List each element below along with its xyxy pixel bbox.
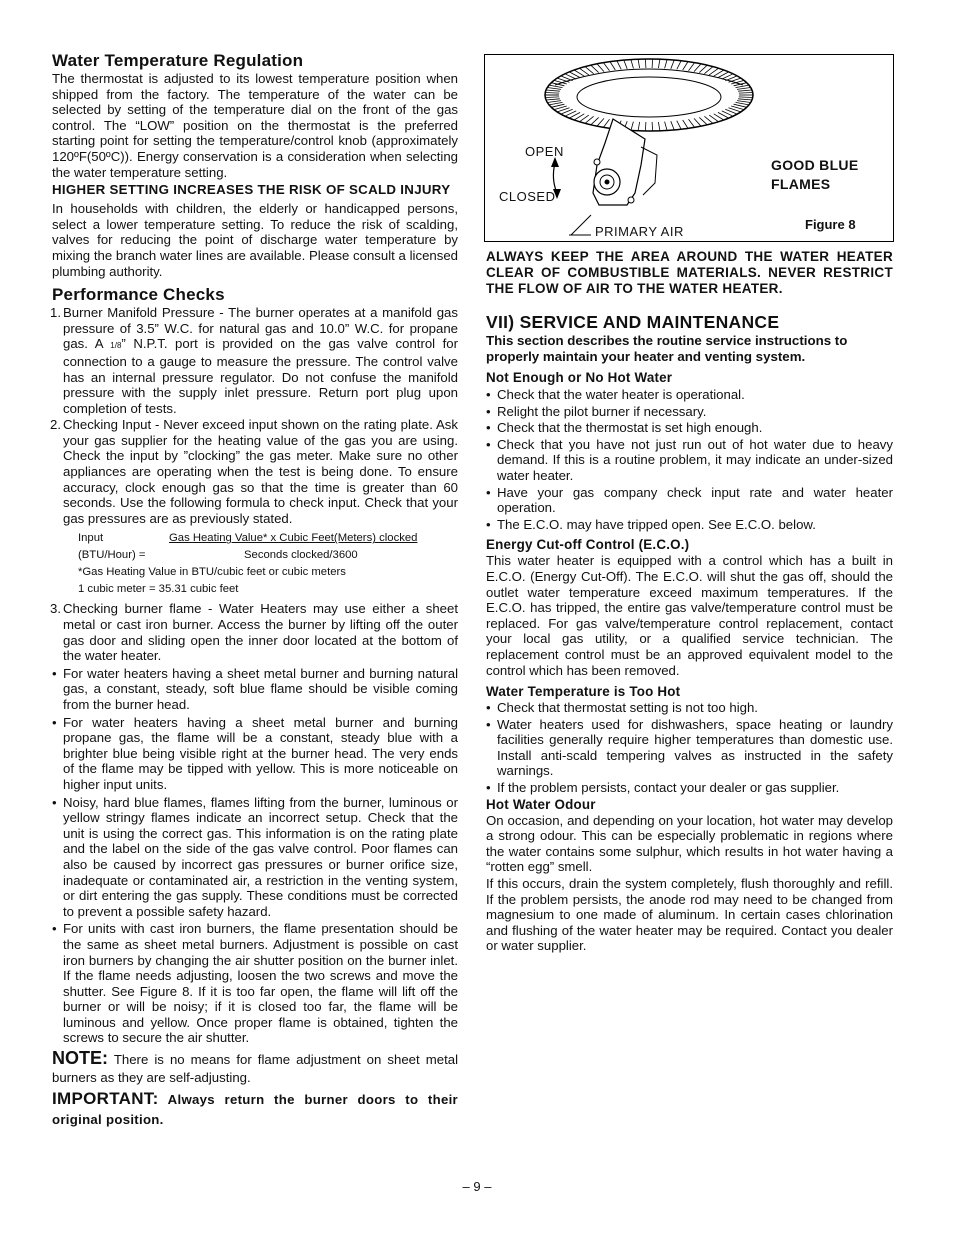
fraction: 1/8 [110, 341, 122, 351]
list-item: • Check that the thermostat is set high enough. [486, 420, 893, 436]
left-column [52, 50, 458, 1130]
list-item: 3. Checking burner flame - Water Heaters may use either a sheet metal or cast iron burner. Access the burner by lifting off the outer gas door and sliding open the inner door located at the bottom of the water heater. [50, 601, 458, 664]
list-item: 1. Burner Manifold Pressure - The burner operates at a manifold gas pressure of 3.5” W.C. for natural gas and 10.0” W.C. for propane gas. A 1/8” N.P.T. port is provided on the gas valve control for connection to a gauge to measure the pressure. The control valve has an internal pressure regulator. Do not confuse the manifold pressure with the supply inlet pressure. Return port plug upon completion of tests. [50, 305, 458, 416]
primary-air-label: PRIMARY AIR [595, 224, 684, 239]
flames-label: FLAMES [771, 176, 831, 192]
list-item: • For water heaters having a sheet metal burner and burning natural gas, a constant, steady, soft blue flame should be visible coming from the burner head. [52, 666, 458, 713]
households-paragraph: In households with children, the elderly or handicapped persons, select a lower temperature setting. To reduce the risk of scalding, valves for reducing the point of discharge water temperature by mixing the branch water lines are available. Please consult a licensed plumbing authority. [52, 201, 458, 279]
performance-heading: Performance Checks [52, 285, 225, 305]
important-label: IMPORTANT: [52, 1089, 159, 1109]
odour-paragraph-1: On occasion, and depending on your location, hot water may develop a strong odour. This can be especially problematic in regions where the water contains some sulphur, which results in hot water having a “rotten egg” smell. [486, 812, 893, 875]
important: IMPORTANT: Always return the burner doors to their original position. [52, 1089, 458, 1128]
list-item: • Have your gas company check input rate and water heater operation. [486, 485, 893, 516]
list-item: • Water heaters used for dishwashers, space heating or laundry facilities generally require higher temperatures than domestic use. Install anti-scald tempering valves as instructed in the safety warnings. [486, 717, 893, 779]
too-hot-list [486, 700, 893, 796]
open-label: OPEN [525, 144, 564, 159]
no-hot-water-heading: Not Enough or No Hot Water [486, 370, 673, 385]
combustible-warning: ALWAYS KEEP THE AREA AROUND THE WATER HEATER CLEAR OF COMBUSTIBLE MATERIALS. NEVER RESTRICT THE FLOW OF AIR TO THE WATER HEATER. [486, 249, 893, 296]
performance-list [52, 305, 458, 526]
list-item: • If the problem persists, contact your dealer or gas supplier. [486, 780, 893, 796]
list-item: • Check that thermostat setting is not too high. [486, 700, 893, 716]
closed-label: CLOSED [499, 189, 556, 204]
list-item: • Noisy, hard blue flames, flames lifting from the burner, luminous or yellow stringy flames indicate an incorrect setup. Check that the unit is using the correct gas. This information is on the rating plate and the label on the side of the gas valve control. Poor flames can also be caused by incorrect gas pressures or burner orifice size, inadequate or contaminated air, a restriction in the venting system, or dirt entering the gas supply. These conditions must be corrected to prevent a possible safety hazard. [52, 795, 458, 920]
scald-warning: HIGHER SETTING INCREASES THE RISK OF SCALD INJURY [52, 182, 451, 198]
list-item: • Check that you have not just run out of hot water due to heavy demand. If this is a routine problem, it may indicate an under-sized water heater. [486, 437, 893, 484]
no-hot-water-list [486, 387, 893, 532]
list-item: • For units with cast iron burners, the flame presentation should be the same as sheet metal burners. Adjustment is possible on cast iron burners by changing the air shutter position on the burner inlet. If the flame needs adjusting, loosen the two screws and move the shutter. See Figure 8. If it is too far open, the flame will lift off the burner or will be noisy; if it is closed too far, the flame will be luminous and yellow. Once proper flame is obtained, tighten the screws to secure the air shutter. [52, 921, 458, 1046]
list-item: 2. Checking Input - Never exceed input shown on the rating plate. Ask your gas supplier for the heating value of the gas you are using. Check the input by ”clocking” the gas meter. Make sure no other appliances are operating when the test is being done. To ensure accuracy, clock enough gas so that the time is greater than 60 seconds. Use the following formula to check input. Check that your gas pressures are as previously stated. [50, 417, 458, 526]
page-number: – 9 – [462, 1179, 492, 1194]
right-column [486, 249, 893, 954]
odour-paragraph-2: If this occurs, drain the system completely, flush thoroughly and refill. If the problem persists, the anode rod may need to be changed from magnesium to one made of aluminum. In certain cases chlorination and flushing of the water heater may be required. Contact you dealer or water supplier. [486, 876, 893, 954]
eco-paragraph: This water heater is equipped with a control which has a built in E.C.O. (Energy Cut-Off). The E.C.O. will shut the gas off, should the outlet water temperature exceed maximum temperatures. If the E.C.O. has tripped, the entire gas valve/temperature control must be replaced. For gas valve/temperature control replacement, contact your local gas utility, or a qualified service technician. The replacement control must be an approved equivalent model to the control which has been removed. [486, 553, 893, 678]
eco-heading: Energy Cut-off Control (E.C.O.) [486, 537, 690, 553]
list-item: • For water heaters having a sheet metal burner and burning propane gas, the flame will be a constant, steady blue with a brighter blue being visible right at the burner head. The very ends of the flame may be tipped with yellow. This is more noticeable on higher input units. [52, 715, 458, 793]
input-formula: Input Gas Heating Value* x Cubic Feet(Meters) clocked (BTU/Hour) = Seconds clocked/3600 *Gas Heating Value in BTU/cubic feet or cubic meters 1 cubic meter = 35.31 cubic feet [78, 532, 418, 596]
water-temp-paragraph: The thermostat is adjusted to its lowest temperature position when shipped from the factory. The temperature of the water can be selected by setting of the temperature dial on the front of the gas control. The “LOW” position on the thermostat is the preferred starting point for setting the temperature/control knob (approximately 120ºF(50ºC)). Energy conservation is a consideration when selecting the water temperature setting. [52, 71, 458, 180]
figure-caption: Figure 8 [805, 217, 856, 232]
too-hot-heading: Water Temperature is Too Hot [486, 684, 681, 700]
figure-8 [484, 54, 894, 242]
note-label: NOTE: [52, 1048, 108, 1069]
note: NOTE: There is no means for flame adjustment on sheet metal burners as they are self-adjusting. [52, 1048, 458, 1086]
list-item: • Check that the water heater is operational. [486, 387, 893, 403]
performance-list-cont [52, 601, 458, 663]
list-item: • Relight the pilot burner if necessary. [486, 404, 893, 420]
odour-heading: Hot Water Odour [486, 796, 596, 812]
good-blue-label: GOOD BLUE [771, 157, 859, 173]
water-temp-heading: Water Temperature Regulation [52, 51, 304, 70]
list-item: • The E.C.O. may have tripped open. See E.C.O. below. [486, 517, 893, 533]
formula-denominator: Seconds clocked/3600 [244, 549, 358, 562]
flame-bullets [52, 666, 458, 1046]
service-intro: This section describes the routine service instructions to properly maintain your heater and venting system. [486, 333, 848, 364]
service-heading: VII) SERVICE AND MAINTENANCE [486, 312, 780, 332]
formula-numerator: Gas Heating Value* x Cubic Feet(Meters) clocked [169, 532, 418, 545]
